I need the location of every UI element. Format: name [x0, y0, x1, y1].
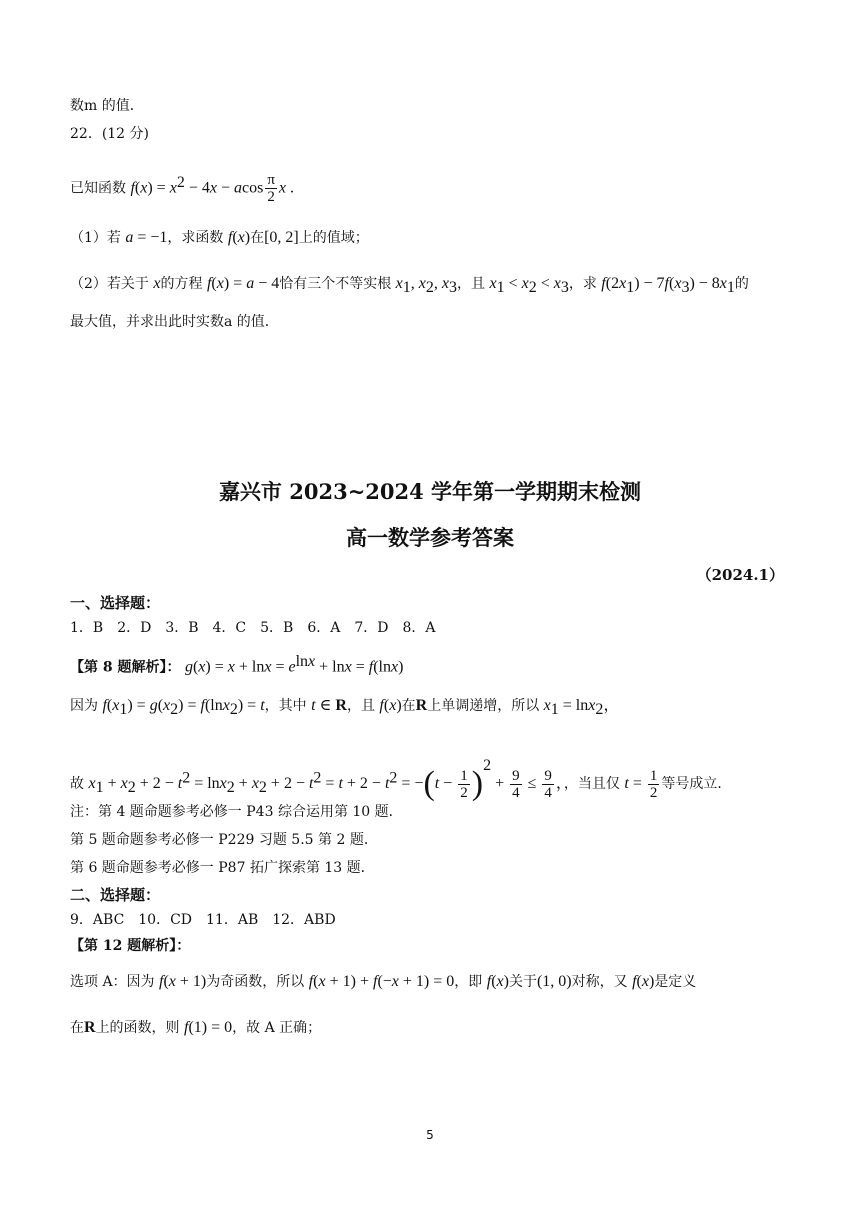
section-heading-1: 一、选择题： — [70, 594, 161, 612]
question-22-stem: 已知函数 $f(x) = x^2 - 4x - acos$ $\frac{\pi}{2}$ x . — [70, 172, 294, 206]
text-line: 数m 的值． — [70, 98, 144, 114]
q12-analysis-line-2: 在R上的函数，则 f(1) = 0，故 A 正确； — [70, 1019, 322, 1036]
note-line-3: 第 6 题命题参考必修一 P87 拓广探索第 13 题． — [70, 860, 375, 876]
date-label: （2024.1） — [696, 566, 784, 584]
question-22-label: 22．(12 分) — [70, 126, 150, 142]
q8-analysis-line-3: 故 $x_1 + x_2 + 2 - t^2 = \ln x_2 + x_2 + 2 - t^2 = t + 2 - t^2 = -(t$ − $\frac{1}{2}$ )$^2$ + $\frac{9}{4}$ ≤ $\frac{9}{4}$ ，，当且仅 t = $\frac{1}{2}$ 等号成立． — [70, 757, 732, 802]
page-title: 嘉兴市 2023~2024 学年第一学期期末检测 — [218, 479, 642, 504]
question-22-part-2: （2）若关于 x的方程 f(x) = a − 4恰有三个不等实根 $x_1$, $x_2$, $x_3$，且 $x_1 < x_2 < x_3$，求 $f(2x_1) - 7f(x_3) - 8x_1$的 — [70, 275, 749, 296]
note-line-1: 注：第 4 题命题参考必修一 P43 综合运用第 10 题． — [70, 804, 403, 820]
page-number: 5 — [426, 1128, 434, 1142]
q8-analysis-line-2: 因为 $f(x_1) = g(x_2) = f(\ln x_2) = t$，其中 t ∈ R，且 f(x)在R上单调递增，所以 $x_1 = \ln x_2$， — [70, 697, 620, 718]
answers-line-2: 9．ABC 10．CD 11．AB 12．ABD — [70, 912, 336, 928]
question-22-part-2-cont: 最大值，并求出此时实数a 的值． — [70, 314, 279, 330]
page-subtitle: 高一数学参考答案 — [346, 525, 514, 550]
q12-analysis-line-1: 选项 A：因为 f(x + 1)为奇函数，所以 f(x + 1) + f(−x + 1) = 0，即 f(x)关于(1, 0)对称，又 f(x)是定义 — [70, 973, 697, 990]
question-22-part-1: （1）若 a = −1，求函数 f(x)在[0, 2]上的值域； — [70, 229, 369, 246]
q8-analysis-line-1: 【第 8 题解析】： $g(x) = x + \ln x = e^{lnx} + \ln x = f(\ln x)$ — [70, 653, 404, 676]
q12-analysis-label: 【第 12 题解析】： — [70, 938, 191, 954]
answers-line-1: 1．B 2．D 3．B 4．C 5．B 6．A 7．D 8．A — [70, 620, 436, 636]
section-heading-2: 二、选择题： — [70, 886, 161, 904]
note-line-2: 第 5 题命题参考必修一 P229 习题 5.5 第 2 题． — [70, 832, 378, 848]
